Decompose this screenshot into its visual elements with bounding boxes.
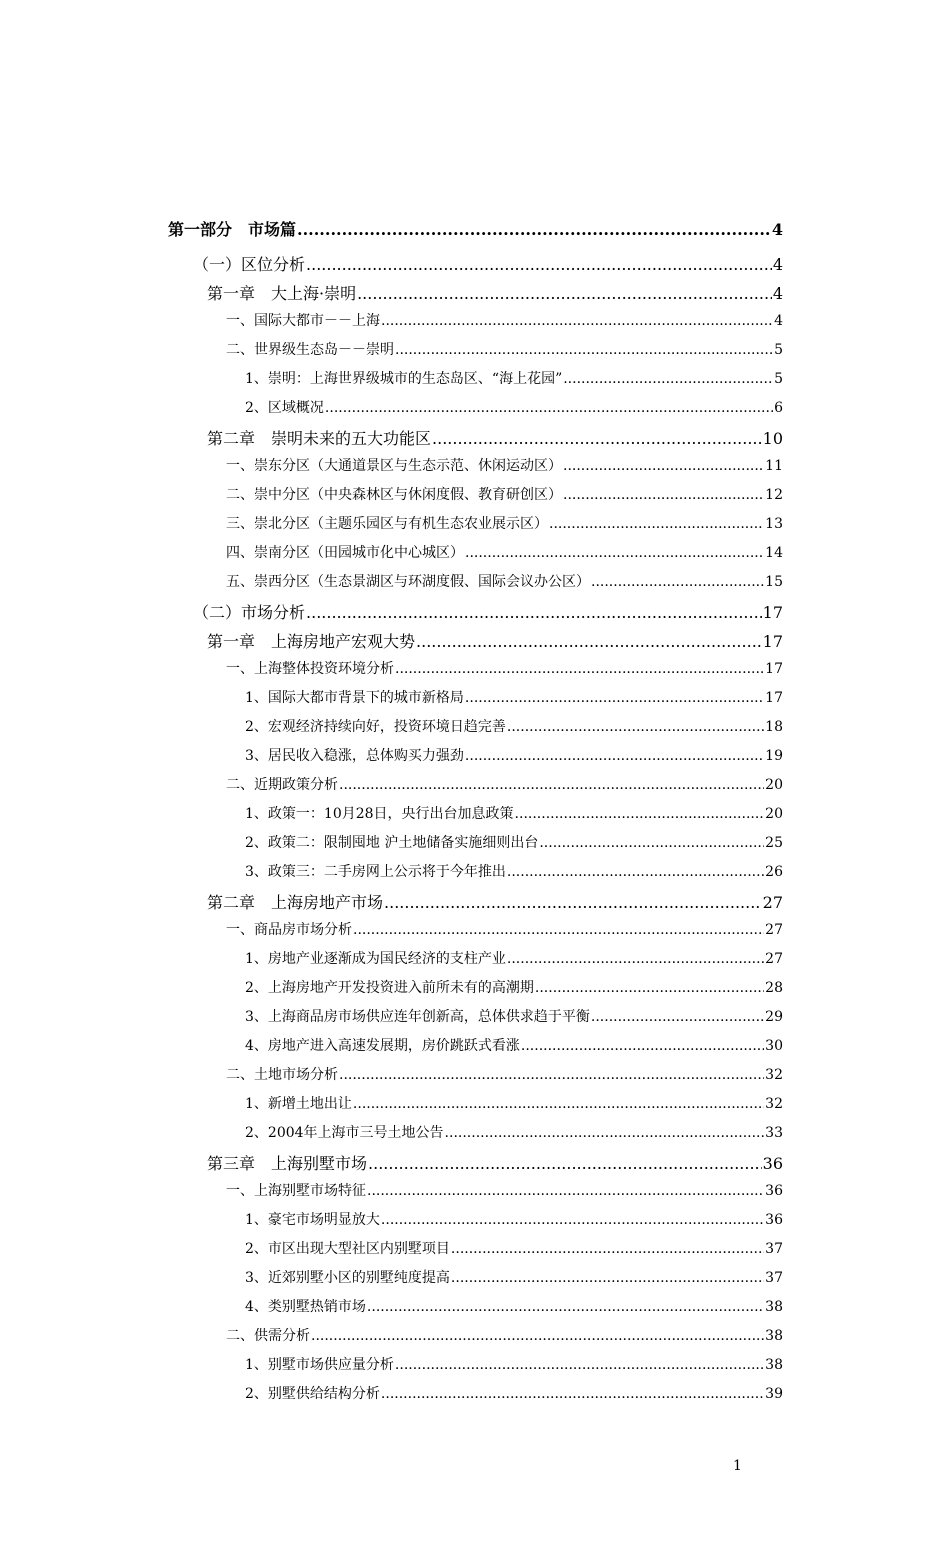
toc-leader-dots <box>416 632 762 651</box>
toc-leader-dots <box>521 1038 764 1054</box>
toc-entry[interactable] <box>168 1267 783 1296</box>
toc-entry[interactable] <box>168 1296 783 1325</box>
toc-entry[interactable] <box>168 542 783 571</box>
toc-entry-title: 2、上海房地产开发投资进入前所未有的高潮期 <box>245 980 534 996</box>
toc-leader-dots <box>465 545 764 561</box>
toc-leader-dots <box>395 1357 764 1373</box>
toc-entry-page: 27 <box>765 922 783 938</box>
toc-entry-page: 4 <box>772 284 783 303</box>
toc-entry[interactable] <box>168 1383 783 1412</box>
toc-entry[interactable] <box>168 397 783 426</box>
toc-entry-page: 36 <box>765 1212 783 1228</box>
toc-entry-page: 37 <box>765 1241 783 1257</box>
toc-entry-title: 二、世界级生态岛－－崇明 <box>226 342 394 358</box>
toc-entry[interactable] <box>168 252 783 281</box>
toc-entry-title: 2、别墅供给结构分析 <box>245 1386 380 1402</box>
toc-leader-dots <box>381 313 773 329</box>
toc-entry[interactable] <box>168 890 783 919</box>
toc-entry-title: 二、土地市场分析 <box>226 1067 338 1083</box>
toc-entry-page: 13 <box>765 516 783 532</box>
toc-entry-page: 38 <box>765 1299 783 1315</box>
toc-entry-page: 32 <box>765 1067 783 1083</box>
toc-leader-dots <box>549 516 764 532</box>
toc-entry-title: 二、供需分析 <box>226 1328 310 1344</box>
toc-entry[interactable] <box>168 1354 783 1383</box>
toc-entry[interactable] <box>168 1035 783 1064</box>
toc-leader-dots <box>339 1067 764 1083</box>
toc-leader-dots <box>507 951 764 967</box>
toc-entry[interactable] <box>168 716 783 745</box>
toc-entry-page: 5 <box>774 371 783 387</box>
toc-entry[interactable] <box>168 687 783 716</box>
toc-entry[interactable] <box>168 217 783 245</box>
toc-entry-title: （一）区位分析 <box>193 255 306 274</box>
toc-entry[interactable] <box>168 426 783 455</box>
toc-entry-title: 第一章 上海房地产宏观大势 <box>207 632 416 651</box>
toc-entry-title: 1、豪宅市场明显放大 <box>245 1212 380 1228</box>
toc-entry-title: 2、2004年上海市三号土地公告 <box>245 1125 444 1141</box>
toc-entry-page: 20 <box>765 777 783 793</box>
toc-entry-title: 一、上海整体投资环境分析 <box>226 661 394 677</box>
toc-entry-title: 一、崇东分区（大通道景区与生态示范、休闲运动区） <box>226 458 562 474</box>
toc-leader-dots <box>357 284 772 303</box>
toc-entry-title: （二）市场分析 <box>193 603 306 622</box>
toc-leader-dots <box>353 922 764 938</box>
toc-entry-title: 第一部分 市场篇 <box>168 220 297 239</box>
toc-entry-title: 4、类别墅热销市场 <box>245 1299 366 1315</box>
toc-entry-page: 17 <box>762 632 783 651</box>
toc-entry-page: 20 <box>765 806 783 822</box>
toc-entry-page: 17 <box>762 603 783 622</box>
toc-entry-page: 33 <box>765 1125 783 1141</box>
toc-entry[interactable] <box>168 310 783 339</box>
toc-entry-page: 27 <box>762 893 783 912</box>
toc-entry-title: 3、政策三：二手房网上公示将于今年推出 <box>245 864 506 880</box>
toc-entry-title: 第三章 上海别墅市场 <box>207 1154 368 1173</box>
toc-entry-title: 4、房地产进入高速发展期，房价跳跃式看涨 <box>245 1038 520 1054</box>
toc-entry-page: 6 <box>774 400 783 416</box>
toc-leader-dots <box>381 1212 764 1228</box>
toc-entry-title: 第一章 大上海·崇明 <box>207 284 357 303</box>
toc-entry[interactable] <box>168 571 783 600</box>
toc-entry[interactable] <box>168 629 783 658</box>
toc-entry-page: 38 <box>765 1328 783 1344</box>
toc-entry-page: 36 <box>765 1183 783 1199</box>
toc-entry-title: 一、国际大都市－－上海 <box>226 313 380 329</box>
toc-leader-dots <box>306 255 772 274</box>
toc-entry[interactable] <box>168 919 783 948</box>
toc-entry-title: 1、崇明：上海世界级城市的生态岛区、“海上花园” <box>245 371 563 387</box>
toc-entry-page: 29 <box>765 1009 783 1025</box>
toc-entry-page: 5 <box>774 342 783 358</box>
toc-leader-dots <box>395 342 773 358</box>
toc-entry-title: 二、近期政策分析 <box>226 777 338 793</box>
toc-entry-title: 五、崇西分区（生态景湖区与环湖度假、国际会议办公区） <box>226 574 590 590</box>
toc-entry[interactable] <box>168 1122 783 1151</box>
toc-entry-title: 1、房地产业逐渐成为国民经济的支柱产业 <box>245 951 506 967</box>
toc-leader-dots <box>367 1183 764 1199</box>
toc-entry-page: 17 <box>765 690 783 706</box>
toc-leader-dots <box>311 1328 764 1344</box>
toc-entry-title: 1、政策一：10月28日，央行出台加息政策 <box>245 806 514 822</box>
toc-entry-page: 15 <box>765 574 783 590</box>
toc-entry-page: 25 <box>765 835 783 851</box>
toc-entry[interactable] <box>168 1093 783 1122</box>
toc-leader-dots <box>539 835 764 851</box>
toc-leader-dots <box>515 806 765 822</box>
toc-leader-dots <box>368 1154 762 1173</box>
toc-entry-page: 27 <box>765 951 783 967</box>
toc-entry-page: 19 <box>765 748 783 764</box>
toc-entry-title: 3、居民收入稳涨，总体购买力强劲 <box>245 748 464 764</box>
toc-entry-title: 2、区域概况 <box>245 400 324 416</box>
toc-entry-title: 第二章 崇明未来的五大功能区 <box>207 429 432 448</box>
toc-entry-page: 14 <box>765 545 783 561</box>
toc-entry[interactable] <box>168 977 783 1006</box>
toc-entry-page: 4 <box>771 220 783 239</box>
toc-entry-title: 1、国际大都市背景下的城市新格局 <box>245 690 464 706</box>
page-number: 1 <box>733 1458 742 1474</box>
toc-entry[interactable] <box>168 1064 783 1093</box>
toc-entry[interactable] <box>168 832 783 861</box>
toc-entry-title: 四、崇南分区（田园城市化中心城区） <box>226 545 464 561</box>
toc-entry-page: 36 <box>762 1154 783 1173</box>
toc-entry[interactable] <box>168 1209 783 1238</box>
toc-leader-dots <box>381 1386 764 1402</box>
toc-entry-title: 三、崇北分区（主题乐园区与有机生态农业展示区） <box>226 516 548 532</box>
toc-entry-title: 一、上海别墅市场特征 <box>226 1183 366 1199</box>
toc-entry[interactable] <box>168 1006 783 1035</box>
toc-leader-dots <box>395 661 764 677</box>
toc-entry-page: 37 <box>765 1270 783 1286</box>
toc-entry[interactable] <box>168 1180 783 1209</box>
toc-entry[interactable] <box>168 484 783 513</box>
toc-leader-dots <box>535 980 764 996</box>
toc-entry[interactable] <box>168 774 783 803</box>
toc-entry-page: 28 <box>765 980 783 996</box>
toc-leader-dots <box>563 458 764 474</box>
toc-entry-title: 2、政策二：限制囤地 沪土地储备实施细则出台 <box>245 835 539 851</box>
toc-leader-dots <box>451 1270 764 1286</box>
toc-entry[interactable] <box>168 803 783 832</box>
toc-entry-title: 2、市区出现大型社区内别墅项目 <box>245 1241 450 1257</box>
toc-leader-dots <box>563 487 764 503</box>
toc-entry-page: 4 <box>774 313 783 329</box>
toc-entry-page: 32 <box>765 1096 783 1112</box>
toc-entry[interactable] <box>168 455 783 484</box>
table-of-contents <box>168 217 783 1412</box>
toc-entry-page: 38 <box>765 1357 783 1373</box>
toc-entry-title: 1、别墅市场供应量分析 <box>245 1357 394 1373</box>
toc-leader-dots <box>297 220 771 239</box>
toc-entry[interactable] <box>168 600 783 629</box>
toc-leader-dots <box>445 1125 765 1141</box>
toc-leader-dots <box>432 429 762 448</box>
toc-entry[interactable] <box>168 948 783 977</box>
toc-leader-dots <box>306 603 762 622</box>
toc-entry[interactable] <box>168 861 783 890</box>
toc-entry-page: 17 <box>765 661 783 677</box>
toc-entry[interactable] <box>168 1238 783 1267</box>
toc-entry[interactable] <box>168 745 783 774</box>
toc-leader-dots <box>465 690 764 706</box>
toc-entry-page: 30 <box>765 1038 783 1054</box>
toc-entry-page: 26 <box>765 864 783 880</box>
toc-entry-title: 2、宏观经济持续向好，投资环境日趋完善 <box>245 719 506 735</box>
toc-entry-page: 12 <box>765 487 783 503</box>
toc-entry-title: 一、商品房市场分析 <box>226 922 352 938</box>
toc-entry[interactable] <box>168 1151 783 1180</box>
toc-leader-dots <box>384 893 762 912</box>
toc-entry[interactable] <box>168 1325 783 1354</box>
toc-leader-dots <box>591 574 764 590</box>
toc-leader-dots <box>367 1299 764 1315</box>
toc-entry-title: 3、近郊别墅小区的别墅纯度提高 <box>245 1270 450 1286</box>
toc-leader-dots <box>451 1241 764 1257</box>
toc-entry-page: 39 <box>765 1386 783 1402</box>
toc-leader-dots <box>507 864 764 880</box>
toc-entry-page: 4 <box>772 255 783 274</box>
toc-entry[interactable] <box>168 513 783 542</box>
toc-entry-title: 1、新增土地出让 <box>245 1096 352 1112</box>
toc-leader-dots <box>563 371 773 387</box>
toc-entry[interactable] <box>168 339 783 368</box>
toc-entry[interactable] <box>168 368 783 397</box>
toc-entry[interactable] <box>168 281 783 310</box>
toc-entry-title: 3、上海商品房市场供应连年创新高，总体供求趋于平衡 <box>245 1009 590 1025</box>
toc-leader-dots <box>465 748 764 764</box>
toc-leader-dots <box>339 777 764 793</box>
toc-entry-page: 10 <box>762 429 783 448</box>
toc-leader-dots <box>507 719 764 735</box>
toc-entry-page: 11 <box>765 458 783 474</box>
toc-entry-title: 第二章 上海房地产市场 <box>207 893 384 912</box>
toc-entry[interactable] <box>168 658 783 687</box>
toc-leader-dots <box>325 400 773 416</box>
toc-leader-dots <box>353 1096 764 1112</box>
toc-leader-dots <box>591 1009 764 1025</box>
toc-entry-title: 二、崇中分区（中央森林区与休闲度假、教育研创区） <box>226 487 562 503</box>
toc-entry-page: 18 <box>765 719 783 735</box>
